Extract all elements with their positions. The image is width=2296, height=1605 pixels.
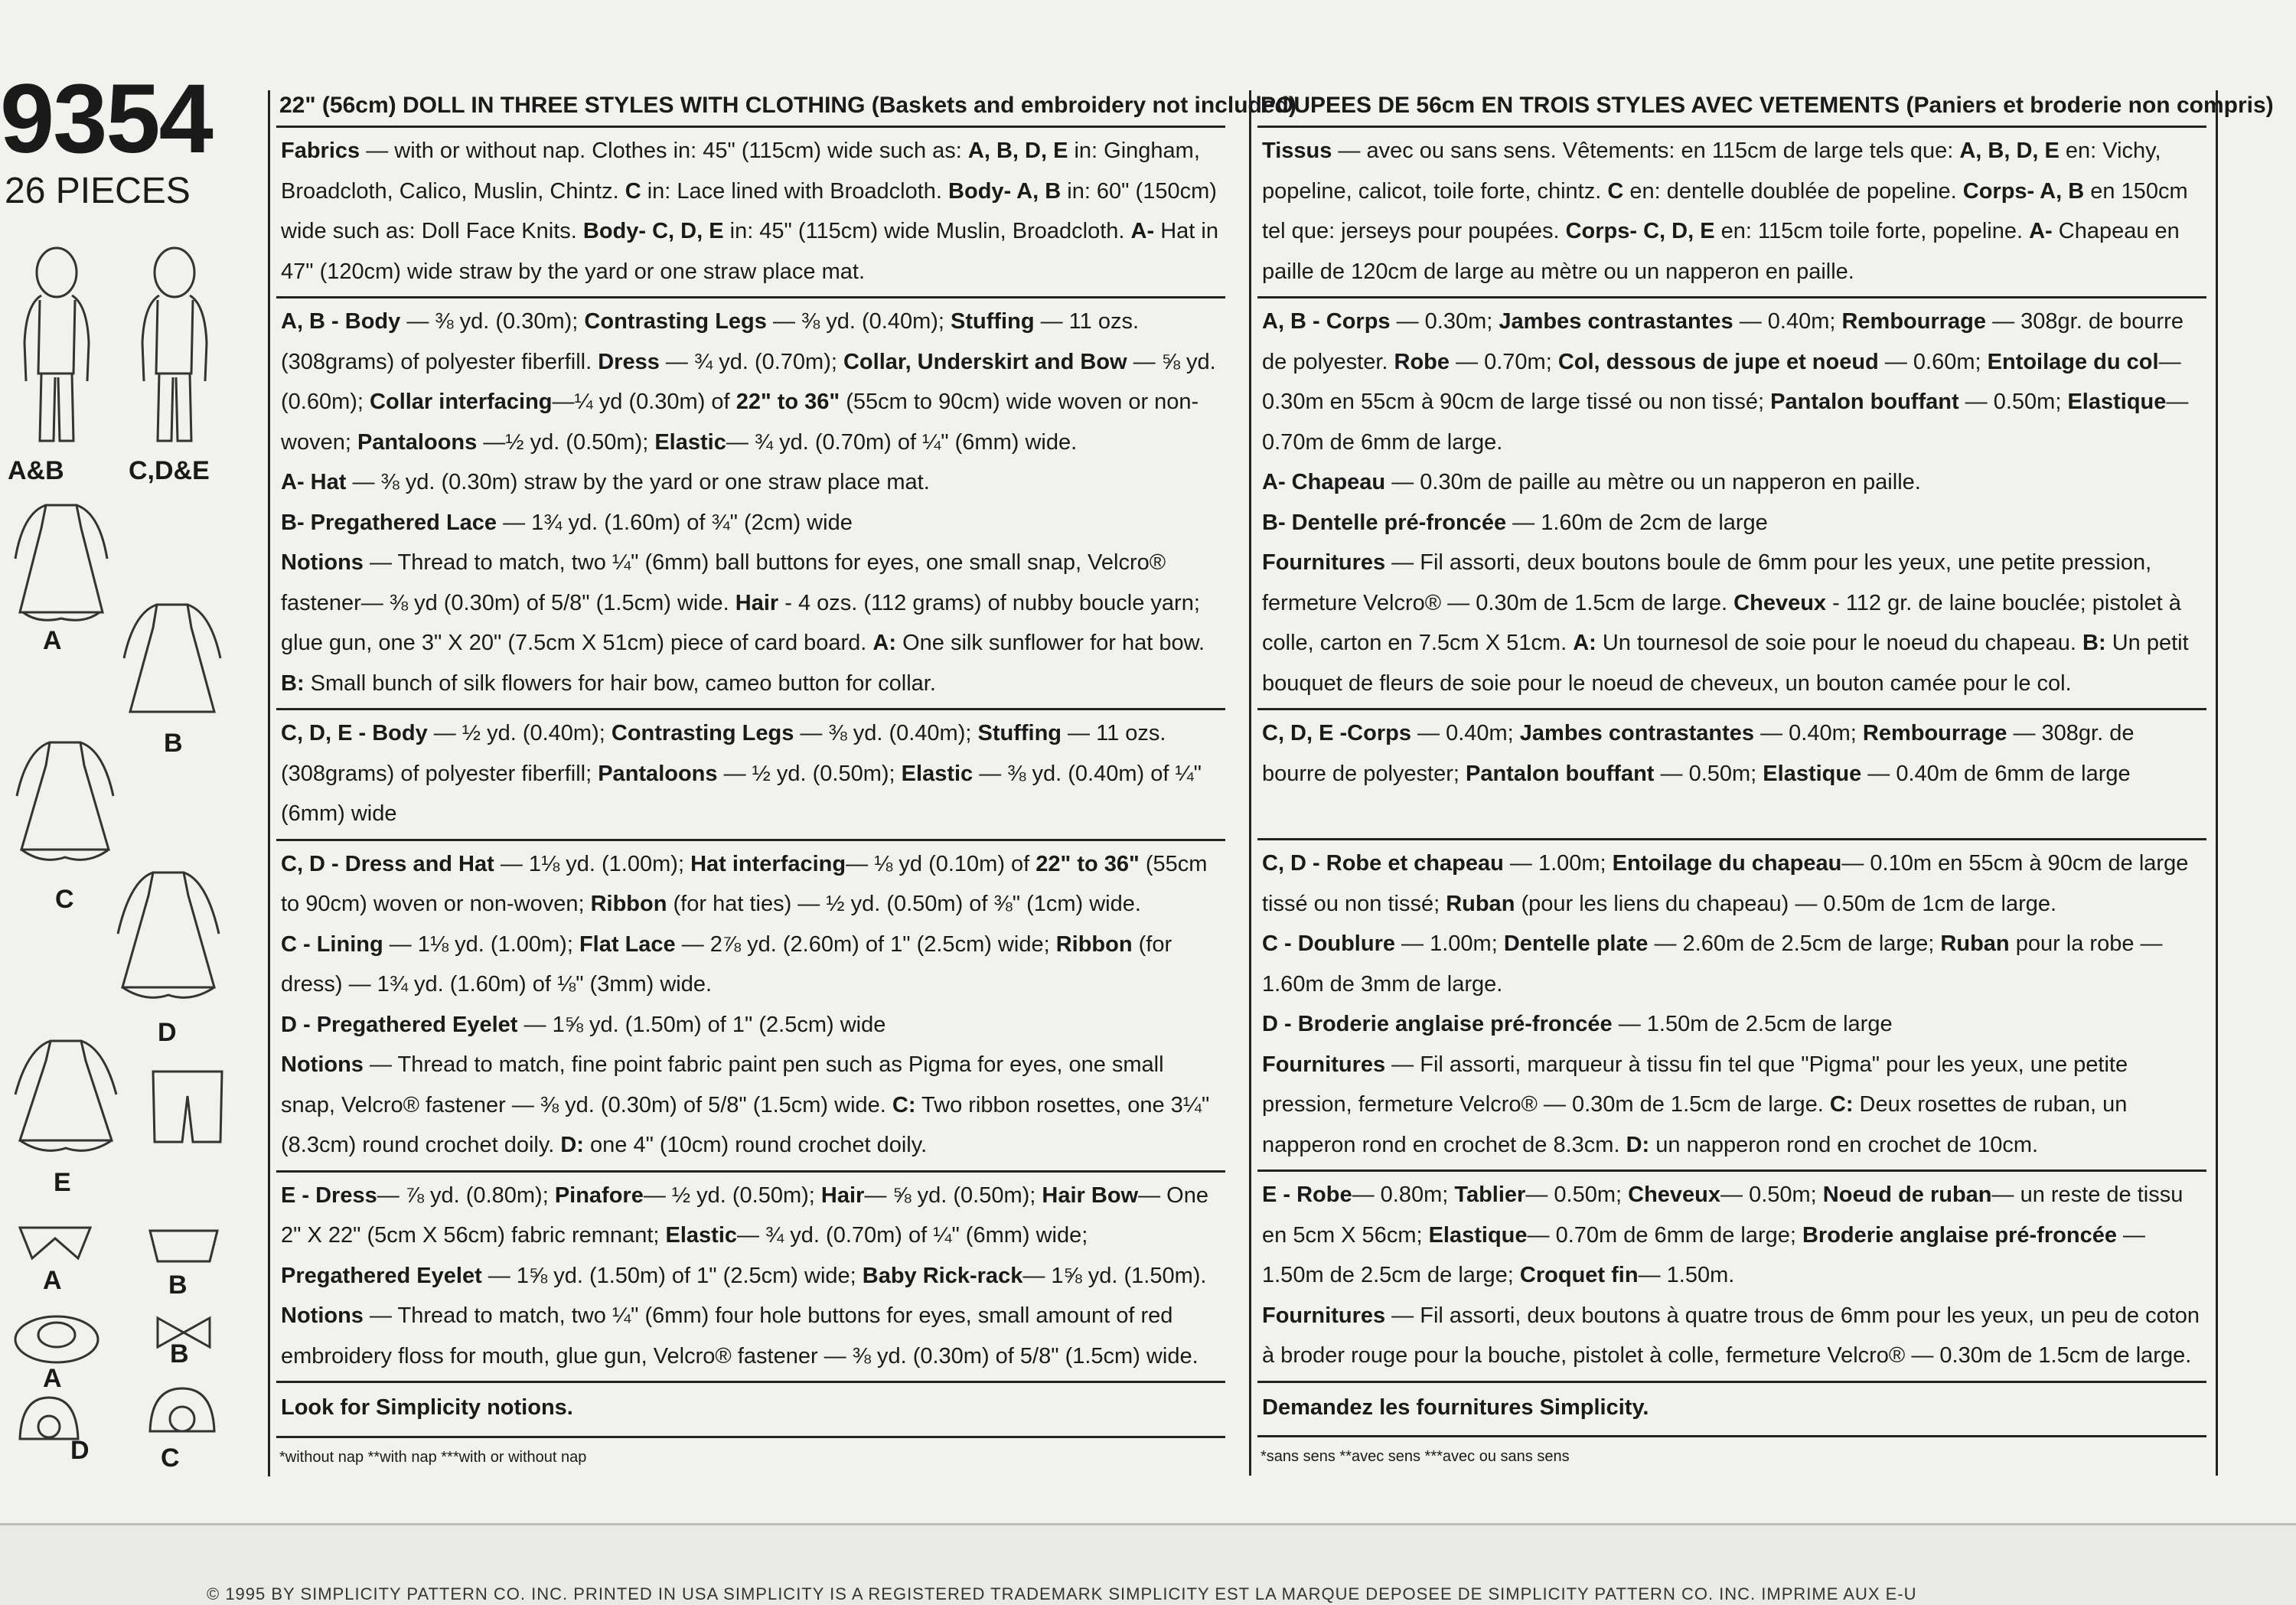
- fr-ab-rembourrage-label: Rembourrage: [1841, 309, 1987, 334]
- view-label-ab: A&B: [8, 456, 64, 485]
- fr-ab-fournitures-text: — Fil assorti, deux boutons boule de 6mm pour les yeux, une petite pression, fermeture Velcro® — 0.30m de 1.5cm de large.: [1262, 550, 2152, 615]
- fr-e-robe-label: E - Robe: [1262, 1183, 1352, 1207]
- cde-body-text: — ½ yd. (0.40m);: [427, 721, 612, 745]
- e-eyelet-text: — 1⅝ yd. (1.50m) of 1" (2.5cm) wide;: [481, 1263, 863, 1288]
- ab-hair-text: - 4 ozs. (112 grams) of nubby boucle yarn; glue gun, one 3" X 20" (7.5cm X 51cm) piece of card board.: [281, 590, 1200, 655]
- cd-c-text: Two ribbon rosettes, one 3¼" (8.3cm) round crochet doily.: [281, 1092, 1210, 1157]
- cd-notions-label: Notions: [281, 1052, 364, 1077]
- cde-pantaloons-label: Pantaloons: [598, 761, 718, 786]
- view-label-b3: B: [170, 1339, 189, 1368]
- fr-ab-elastique-label: Elastique: [2067, 390, 2167, 414]
- cd-interfacing-label: Hat interfacing: [690, 851, 846, 876]
- fr-ab-a-label: A:: [1573, 631, 1596, 655]
- english-title: 22" (56cm) DOLL IN THREE STYLES WITH CLOTHING (Baskets and embroidery not included): [276, 90, 1225, 128]
- fr-ab-entoilage-label: Entoilage du col: [1987, 349, 2159, 374]
- french-e-block: [1257, 1172, 2206, 1383]
- ab-collar-text: — ⅝ yd. (0.60m);: [281, 349, 1216, 414]
- fr-cd-rubanrobe-text: pour la robe — 1.60m de 3mm de large.: [1262, 931, 2163, 997]
- fr-cde-pantalon-label: Pantalon bouffant: [1465, 761, 1655, 786]
- cde-pantaloons-text: — ½ yd. (0.50m);: [717, 761, 902, 786]
- fr-ab-b-text: Un petit bouquet de fleurs de soie pour le noeud de cheveux, un bouton camée pour le col.: [1262, 631, 2189, 696]
- ab-collar-label: Collar, Underskirt and Bow: [843, 349, 1127, 374]
- view-label-a3: A: [43, 1364, 62, 1393]
- e-hair-text: — ⅝ yd. (0.50m);: [864, 1183, 1042, 1208]
- tissus-text-3: en: dentelle doublée de popeline.: [1623, 178, 1963, 204]
- copyright-line: © 1995 BY SIMPLICITY PATTERN CO. INC. PRINTED IN USA SIMPLICITY IS A REGISTERED TRADEMARK SIMPLICITY EST LA MARQUE DEPOSEE DE SIMPLICITY PATTERN CO. INC. IMPRIME AUX E-U: [207, 1584, 1917, 1603]
- e-elastic-label: Elastic: [665, 1223, 737, 1248]
- view-label-c2: C: [161, 1444, 180, 1473]
- fr-e-noeud-label: Noeud de ruban: [1822, 1183, 1992, 1207]
- cd-dress-text: — 1⅛ yd. (1.00m);: [494, 851, 691, 876]
- hat-a-sketch: [11, 1306, 103, 1367]
- ab-body-label: A, B - Body: [281, 309, 401, 334]
- ab-b-text: Small bunch of silk flowers for hair bow, cameo button for collar.: [304, 670, 936, 696]
- fr-cd-doublure-label: C - Doublure: [1262, 931, 1395, 956]
- ab-body-text: — ⅜ yd. (0.30m);: [400, 309, 585, 334]
- ab-notions-text: — Thread to match, two ¼" (6mm) ball buttons for eyes, one small snap, Velcro® fastener— ⅜ yd (0.30m) of 5/8" (1.5cm) wide.: [281, 550, 1166, 615]
- tissus-label: Tissus: [1262, 139, 1332, 163]
- fr-ab-b-label: B:: [2082, 631, 2106, 655]
- tissus-text: — avec ou sans sens. Vêtements: en 115cm de large tels que:: [1332, 139, 1960, 163]
- fr-cde-pantalon-text: — 0.50m;: [1654, 761, 1763, 786]
- cde-elastic-text: — ⅜ yd. (0.40m) of ¼" (6mm) wide: [281, 761, 1202, 826]
- fr-cde-jambes-label: Jambes contrastantes: [1519, 721, 1755, 745]
- fr-ab-chapeau-text: — 0.30m de paille au mètre ou un napperon en paille.: [1385, 470, 1921, 494]
- ab-notions-label: Notions: [281, 550, 364, 575]
- cd-width-text: (55cm to 90cm) woven or non-woven;: [281, 851, 1208, 916]
- view-label-a2: A: [43, 1266, 62, 1295]
- cd-notions-text: — Thread to match, fine point fabric paint pen such as Pigma for eyes, one small snap, Velcro® fastener — ⅜ yd. (0.30m) of 5/8" (1.5cm) wide.: [281, 1052, 1164, 1117]
- fr-cde-corps-text: — 0.40m;: [1411, 721, 1520, 745]
- fr-cd-robe-text: — 1.00m;: [1503, 851, 1613, 876]
- english-e-block: [276, 1173, 1225, 1384]
- view-label-cde: C,D&E: [129, 456, 210, 485]
- cde-stuffing-label: Stuffing: [977, 721, 1062, 745]
- fr-cd-ruban-label: Ruban: [1446, 891, 1515, 916]
- bonnet-c-sketch: [144, 1384, 220, 1448]
- fabrics-body-cde: Body- C, D, E: [582, 219, 724, 243]
- french-title: POUPEES DE 56cm EN TROIS STYLES AVEC VETEMENTS (Paniers et broderie non compris): [1257, 90, 2206, 128]
- collar-a-sketch: [17, 1220, 93, 1266]
- dress-c-sketch: [8, 735, 122, 873]
- fr-cd-fournitures-text: — Fil assorti, marqueur à tissu fin tel que "Pigma" pour les yeux, une petite pression, fermeture Velcro® — 0.30m de 1.5cm de large.: [1262, 1052, 2128, 1117]
- fr-cd-entoilage-text: — 0.10m en 55cm à 90cm de large tissé ou non tissé;: [1262, 851, 2189, 916]
- fr-cd-rubanrobe-label: Ruban: [1940, 931, 2010, 956]
- fr-ab-cheveux-text: - 112 gr. de laine bouclée; pistolet à colle, carton en 7.5cm X 51cm.: [1262, 590, 2181, 655]
- fr-e-croquet-text: — 1.50m.: [1638, 1263, 1735, 1287]
- fabrics-label: Fabrics: [281, 139, 360, 163]
- tissus-text-2: en: Vichy, popeline, calicot, toile forte, chintz.: [1262, 139, 2161, 204]
- e-rickrack-text: — 1⅝ yd. (1.50m).: [1022, 1263, 1207, 1288]
- ab-stuffing-text: — 11 ozs. (308grams) of polyester fiberfill.: [281, 309, 1140, 374]
- doll-front-sketch: [11, 243, 103, 450]
- ab-lace-label: B- Pregathered Lace: [281, 510, 497, 535]
- dress-a-sketch: [8, 497, 115, 628]
- tissus-text-6: Chapeau en paille de 120cm de large au mètre ou un napperon en paille.: [1262, 219, 2180, 284]
- fr-e-broderie-text: — 1.50m de 2.5cm de large;: [1262, 1222, 2146, 1287]
- cd-interfacing-text: — ⅛ yd (0.10m) of: [846, 851, 1036, 876]
- fr-e-elastique-label: Elastique: [1428, 1222, 1528, 1248]
- fr-e-noeud-text: — un reste de tissu en 5cm X 56cm;: [1262, 1183, 2183, 1248]
- fr-ab-jambes-text: — 0.40m;: [1733, 309, 1842, 334]
- fabrics-text-2: in: Gingham, Broadcloth, Calico, Muslin, Chintz.: [281, 139, 1200, 204]
- tissus-text-4: en 150cm tel que: jerseys pour poupées.: [1262, 178, 2188, 243]
- english-fabrics-block: [276, 128, 1225, 298]
- tissus-corps-ab: Corps- A, B: [1962, 178, 2085, 204]
- fr-e-fournitures-text: — Fil assorti, deux boutons à quatre trous de 6mm pour les yeux, un peu de coton à broder rouge pour la bouche, pistolet à colle, fermeture Velcro® — 0.30m de 1.5cm de large.: [1262, 1303, 2200, 1368]
- ab-dress-label: Dress: [598, 349, 660, 374]
- fr-ab-jambes-label: Jambes contrastantes: [1499, 309, 1733, 334]
- cd-dress-label: C, D - Dress and Hat: [281, 851, 494, 876]
- french-footnote: *sans sens **avec sens ***avec ou sans sens: [1261, 1448, 1570, 1465]
- fr-cd-d-label: D:: [1626, 1132, 1650, 1157]
- fr-ab-a-text: Un tournesol de soie pour le noeud du chapeau.: [1596, 631, 2083, 655]
- french-column: [1249, 90, 2274, 1476]
- cde-elastic-label: Elastic: [901, 761, 974, 786]
- fr-cd-broderie-text: — 1.50m de 2.5cm de large: [1612, 1012, 1893, 1036]
- view-label-c1: C: [55, 885, 74, 914]
- fr-cde-jambes-text: — 0.40m;: [1754, 721, 1863, 745]
- fr-cde-corps-label: C, D, E -Corps: [1262, 721, 1411, 745]
- fr-ab-col-label: Col, dessous de jupe et noeud: [1557, 349, 1879, 374]
- dress-e-sketch: [5, 1033, 127, 1163]
- ab-interfacing-text: —¼ yd (0.30m) of: [552, 390, 736, 414]
- english-footnote: *without nap **with nap ***with or without nap: [279, 1448, 587, 1466]
- fabrics-text-5: in: 45" (115cm) wide Muslin, Broadcloth.: [723, 219, 1131, 243]
- dress-d-sketch: [107, 865, 230, 1010]
- fr-cd-d-text: un napperon rond en crochet de 10cm.: [1649, 1132, 2039, 1157]
- french-ab-block: [1257, 298, 2206, 710]
- tissus-view-c: C: [1607, 178, 1624, 204]
- fr-cd-dentelle-label: Dentelle plate: [1503, 931, 1649, 956]
- french-look-for: Demandez les fournitures Simplicity.: [1257, 1383, 2206, 1438]
- cd-lining-text: — 1⅛ yd. (1.00m);: [383, 931, 579, 957]
- cd-dressribbon-label: Ribbon: [1055, 931, 1133, 957]
- cd-d-label: D:: [560, 1133, 584, 1157]
- cd-d-text: one 4" (10cm) round crochet doily.: [583, 1133, 928, 1157]
- tissus-text-5: en: 115cm toile forte, popeline.: [1714, 219, 2030, 243]
- tissus-views: A, B, D, E: [1959, 139, 2060, 163]
- fr-e-fournitures-label: Fournitures: [1262, 1303, 1386, 1328]
- cd-width-label: 22" to 36": [1035, 851, 1140, 876]
- cde-stuffing-text: — 11 ozs. (308grams) of polyester fiberfill;: [281, 721, 1166, 786]
- ab-b-label: B:: [281, 670, 305, 696]
- fr-ab-entoilage-text: — 0.30m en 55cm à 90cm de large tissé ou non tissé;: [1262, 349, 2181, 414]
- fr-e-croquet-label: Croquet fin: [1519, 1263, 1639, 1287]
- e-notions-text: — Thread to match, two ¼" (6mm) four hole buttons for eyes, small amount of red embroidery floss for mouth, glue gun, Velcro® fastener — ⅜ yd. (0.30m) of 5/8" (1.5cm) wide.: [281, 1303, 1199, 1368]
- ab-hair-label: Hair: [735, 590, 779, 615]
- fabrics-views: A, B, D, E: [967, 139, 1068, 163]
- fr-ab-col-text: — 0.60m;: [1878, 349, 1988, 374]
- ab-hat-text: — ⅜ yd. (0.30m) straw by the yard or one straw place mat.: [346, 470, 930, 494]
- fr-cd-fournitures-label: Fournitures: [1262, 1052, 1386, 1077]
- cd-flatlace-text: — 2⅞ yd. (2.60m) of 1" (2.5cm) wide;: [675, 931, 1056, 957]
- fr-e-tablier-label: Tablier: [1454, 1183, 1526, 1207]
- fr-ab-corps-text: — 0.30m;: [1390, 309, 1499, 334]
- ab-dress-text: — ¾ yd. (0.70m);: [659, 349, 843, 374]
- e-dress-text: — ⅞ yd. (0.80m);: [377, 1183, 555, 1208]
- english-cd-block: [276, 841, 1225, 1173]
- english-cde-block: [276, 710, 1225, 841]
- fr-cd-dentelle-text: — 2.60m de 2.5cm de large;: [1648, 931, 1941, 956]
- fr-cde-elastique-text: — 0.40m de 6mm de large: [1861, 761, 2131, 786]
- cde-body-label: C, D, E - Body: [281, 721, 428, 745]
- view-label-d1: D: [158, 1018, 177, 1047]
- fr-cde-spacer: [1262, 794, 2203, 833]
- ab-width-text: (55cm to 90cm) wide woven or non-woven;: [281, 390, 1199, 455]
- view-label-b2: B: [168, 1271, 188, 1300]
- cd-eyelet-text: — 1⅝ yd. (1.50m) of 1" (2.5cm) wide: [517, 1012, 886, 1037]
- ab-stuffing-label: Stuffing: [951, 309, 1035, 334]
- view-label-d2: D: [70, 1436, 90, 1465]
- french-tissus-block: [1257, 128, 2206, 298]
- fabrics-view-c: C: [625, 178, 641, 204]
- cde-legs-label: Contrasting Legs: [611, 721, 794, 745]
- e-rickrack-label: Baby Rick-rack: [862, 1263, 1023, 1288]
- e-eyelet-label: Pregathered Eyelet: [281, 1263, 482, 1288]
- e-pinafore-text: — ½ yd. (0.50m);: [643, 1183, 821, 1208]
- fr-e-elastique-text: — 0.70m de 6mm de large;: [1527, 1222, 1802, 1248]
- cde-legs-text: — ⅜ yd. (0.40m);: [794, 721, 978, 745]
- fr-cd-ruban-text: (pour les liens du chapeau) — 0.50m de 1cm de large.: [1515, 891, 2057, 916]
- e-elastic-text: — ¾ yd. (0.70m) of ¼" (6mm) wide;: [737, 1223, 1088, 1248]
- english-ab-block: [276, 298, 1225, 710]
- fr-ab-robe-label: Robe: [1394, 349, 1450, 374]
- french-cde-block: [1257, 710, 2206, 840]
- ab-a-text: One silk sunflower for hat bow.: [896, 631, 1205, 655]
- cd-flatlace-label: Flat Lace: [579, 931, 676, 957]
- fabrics-text: — with or without nap. Clothes in: 45" (115cm) wide such as:: [360, 139, 968, 163]
- ab-elastic-label: Elastic: [654, 429, 726, 455]
- fr-e-broderie-label: Broderie anglaise pré-froncée: [1802, 1222, 2117, 1248]
- ab-hat-label: A- Hat: [281, 470, 347, 494]
- ab-width-label: 22" to 36": [735, 390, 840, 414]
- fr-ab-chapeau-label: A- Chapeau: [1262, 470, 1386, 494]
- fr-ab-cheveux-label: Cheveux: [1733, 590, 1827, 615]
- fr-ab-pantalon-text: — 0.50m;: [1958, 390, 2068, 414]
- fabrics-text-4: in: 60" (150cm) wide such as: Doll Face Knits.: [281, 178, 1217, 243]
- fr-ab-elastique-text: — 0.70m de 6mm de large.: [1262, 390, 2189, 455]
- fabrics-text-3: in: Lace lined with Broadcloth.: [641, 178, 949, 204]
- view-label-b1: B: [164, 729, 183, 758]
- cd-lining-label: C - Lining: [281, 931, 383, 957]
- fr-ab-dentelle-label: B- Dentelle pré-froncée: [1262, 510, 1507, 535]
- ab-interfacing-label: Collar interfacing: [370, 390, 553, 414]
- english-column: [268, 90, 1296, 1476]
- ab-lace-text: — 1¾ yd. (1.60m) of ¾" (2cm) wide: [497, 510, 853, 535]
- e-hairbow-label: Hair Bow: [1042, 1183, 1139, 1208]
- english-look-for: Look for Simplicity notions.: [276, 1383, 1225, 1438]
- fabrics-view-a: A-: [1130, 219, 1155, 243]
- fr-cde-rembourrage-label: Rembourrage: [1862, 721, 2007, 745]
- ab-a-label: A:: [872, 631, 897, 655]
- view-label-e: E: [54, 1168, 71, 1197]
- e-hair-label: Hair: [820, 1183, 865, 1208]
- fr-e-tablier-text: — 0.50m;: [1525, 1183, 1629, 1207]
- ab-pantaloons-label: Pantaloons: [357, 429, 478, 455]
- cd-ribbon-label: Ribbon: [590, 892, 667, 916]
- doll-back-sketch: [129, 243, 220, 450]
- french-cd-block: [1257, 840, 2206, 1172]
- ab-legs-text: — ⅜ yd. (0.40m);: [766, 309, 951, 334]
- pantaloons-sketch: [145, 1065, 230, 1150]
- tissus-view-a: A-: [2029, 219, 2053, 243]
- pattern-number: 9354: [0, 64, 212, 174]
- e-hairbow-text: — One 2" X 22" (5cm X 56cm) fabric remnant;: [281, 1183, 1208, 1248]
- fabrics-body-ab: Body- A, B: [948, 178, 1062, 204]
- fr-cd-robe-label: C, D - Robe et chapeau: [1262, 851, 1504, 876]
- ab-legs-label: Contrasting Legs: [584, 309, 767, 334]
- fr-e-robe-text: — 0.80m;: [1352, 1183, 1455, 1207]
- fr-ab-rembourrage-text: — 308gr. de bourre de polyester.: [1262, 309, 2183, 374]
- fr-e-cheveux-text: — 0.50m;: [1720, 1183, 1823, 1207]
- fr-ab-robe-text: — 0.70m;: [1450, 349, 1558, 374]
- fr-ab-fournitures-label: Fournitures: [1262, 550, 1386, 575]
- dress-b-sketch: [115, 597, 230, 727]
- fr-cd-c-label: C:: [1829, 1092, 1854, 1117]
- e-pinafore-label: Pinafore: [554, 1183, 644, 1208]
- view-label-a1: A: [43, 626, 62, 655]
- fr-cde-rembourrage-text: — 308gr. de bourre de polyester;: [1262, 721, 2135, 786]
- fr-ab-pantalon-label: Pantalon bouffant: [1770, 390, 1959, 414]
- pieces-count: 26 PIECES: [5, 171, 191, 211]
- fr-ab-dentelle-text: — 1.60m de 2cm de large: [1506, 510, 1768, 535]
- collar-b-sketch: [145, 1225, 222, 1267]
- fr-cde-elastique-label: Elastique: [1763, 761, 1862, 786]
- cd-ribbon-text: (for hat ties) — ½ yd. (0.50m) of ⅜" (1cm) wide.: [667, 892, 1141, 916]
- fr-cd-broderie-label: D - Broderie anglaise pré-froncée: [1262, 1012, 1613, 1036]
- cd-dressribbon-text: (for dress) — 1¾ yd. (1.60m) of ⅛" (3mm) wide.: [281, 931, 1172, 997]
- fr-e-cheveux-label: Cheveux: [1628, 1183, 1721, 1207]
- tissus-corps-cde: Corps- C, D, E: [1565, 219, 1715, 243]
- cd-eyelet-label: D - Pregathered Eyelet: [281, 1012, 518, 1037]
- fabrics-text-6: Hat in 47" (120cm) wide straw by the yard or one straw place mat.: [281, 219, 1218, 284]
- e-dress-label: E - Dress: [281, 1183, 377, 1208]
- cd-c-label: C:: [892, 1092, 916, 1117]
- ab-pantaloons-text: —½ yd. (0.50m);: [477, 429, 655, 455]
- fr-ab-corps-label: A, B - Corps: [1262, 309, 1391, 334]
- e-notions-label: Notions: [281, 1303, 364, 1328]
- fr-cd-doublure-text: — 1.00m;: [1395, 931, 1504, 956]
- fr-cd-c-text: Deux rosettes de ruban, un napperon rond en crochet de 8.3cm.: [1262, 1092, 2128, 1157]
- ab-elastic-text: — ¾ yd. (0.70m) of ¼" (6mm) wide.: [726, 429, 1078, 455]
- fr-cd-entoilage-label: Entoilage du chapeau: [1612, 851, 1842, 876]
